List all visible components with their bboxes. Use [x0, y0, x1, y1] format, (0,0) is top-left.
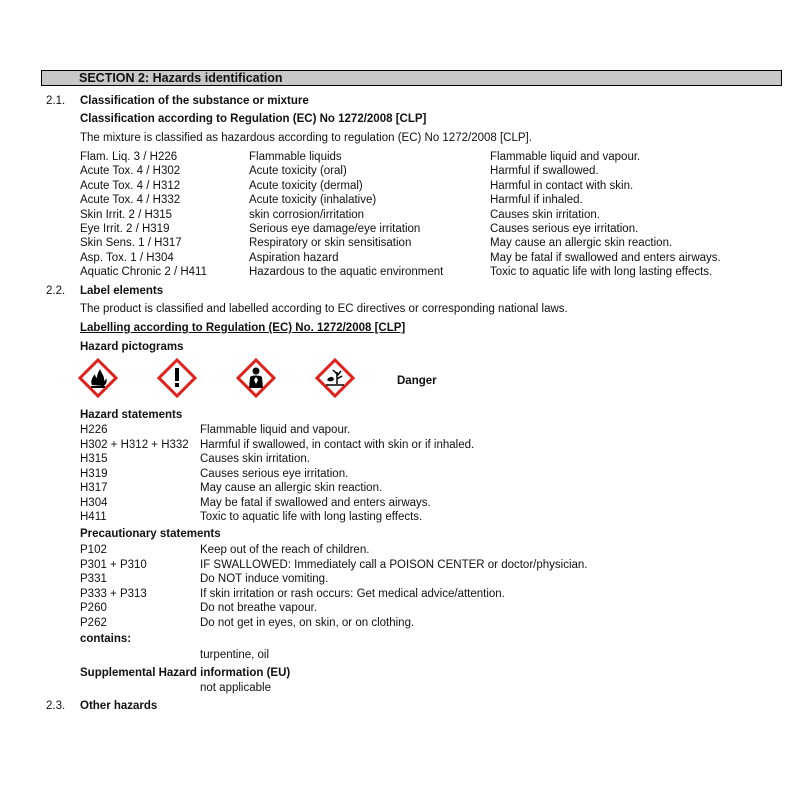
statement-text: May be fatal if swallowed and enters airways. [200, 496, 431, 509]
classification-statement: Causes serious eye irritation. [490, 223, 639, 235]
section-2-1-title: Classification of the substance or mixture [80, 95, 309, 107]
statement-text: Flammable liquid and vapour. [200, 424, 351, 436]
health-hazard-icon [236, 358, 276, 398]
statement-code: H319 [80, 467, 108, 480]
statement-code: P333 + P313 [80, 587, 147, 600]
statement-text: Do NOT induce vomiting. [200, 573, 329, 585]
statement-text: Keep out of the reach of children. [200, 544, 370, 556]
statement-text: IF SWALLOWED: Immediately call a POISON CENTER or doctor/physician. [200, 558, 588, 571]
exclamation-icon [157, 358, 197, 398]
environment-icon [315, 358, 355, 398]
statement-text: If skin irritation or rash occurs: Get medical advice/attention. [200, 587, 505, 600]
classification-code: Skin Sens. 1 / H317 [80, 237, 182, 250]
classification-category: Acute toxicity (oral) [249, 165, 347, 178]
section-2-2-title: Label elements [80, 285, 164, 297]
classification-category: Flammable liquids [249, 151, 342, 163]
supplemental-title: Supplemental Hazard information (EU) [80, 667, 291, 679]
statement-text: Causes skin irritation. [200, 453, 310, 465]
statement-code: H317 [80, 482, 108, 494]
statement-code: H411 [80, 511, 107, 523]
classification-code: Aquatic Chronic 2 / H411 [80, 266, 207, 279]
classification-code: Eye Irrit. 2 / H319 [80, 223, 170, 235]
labelling-title: Labelling according to Regulation (EC) No. 1272/2008 [CLP] [80, 322, 406, 334]
classification-code: Acute Tox. 4 / H312 [80, 179, 181, 192]
statement-code: P102 [80, 544, 107, 556]
section-header-bar [41, 70, 782, 86]
statement-code: P260 [80, 602, 107, 614]
section-2-3-title: Other hazards [80, 700, 158, 712]
classification-category: skin corrosion/irritation [249, 208, 365, 221]
statement-text: Do not breathe vapour. [200, 602, 317, 614]
classification-statement: Harmful in contact with skin. [490, 179, 634, 192]
statement-text: Toxic to aquatic life with long lasting effects. [200, 511, 423, 523]
classification-statement: Harmful if inhaled. [490, 194, 583, 207]
statement-code: H302 + H312 + H332 [80, 438, 189, 451]
classification-statement: Causes skin irritation. [490, 208, 600, 221]
statement-text: May cause an allergic skin reaction. [200, 482, 383, 494]
classification-category: Hazardous to the aquatic environment [249, 266, 444, 279]
classification-statement: Flammable liquid and vapour. [490, 151, 641, 163]
classification-code: Flam. Liq. 3 / H226 [80, 151, 178, 163]
statement-text: Do not get in eyes, on skin, or on clothing. [200, 616, 415, 629]
hazard-statements-title: Hazard statements [80, 409, 183, 421]
classification-category: Acute toxicity (dermal) [249, 179, 363, 192]
classification-statement: Toxic to aquatic life with long lasting effects. [490, 266, 713, 279]
classification-category: Respiratory or skin sensitisation [249, 237, 412, 250]
flame-icon [78, 358, 118, 398]
classification-intro: The mixture is classified as hazardous according to regulation (EC) No 1272/2008 [CLP]. [80, 132, 532, 144]
statement-text: Causes serious eye irritation. [200, 467, 349, 480]
classification-code: Acute Tox. 4 / H302 [80, 165, 181, 178]
statement-code: P262 [80, 616, 107, 629]
classification-subtitle: Classification according to Regulation (EC) No 1272/2008 [CLP] [80, 113, 427, 125]
classification-category: Acute toxicity (inhalative) [249, 194, 377, 207]
classification-category: Aspiration hazard [249, 251, 339, 264]
statement-code: H226 [80, 424, 108, 436]
classification-code: Skin Irrit. 2 / H315 [80, 208, 173, 221]
classification-code: Asp. Tox. 1 / H304 [80, 251, 174, 264]
section-2-1-number: 2.1. [46, 95, 66, 107]
classification-statement: May be fatal if swallowed and enters airways. [490, 251, 721, 264]
statement-code: P301 + P310 [80, 558, 147, 571]
label-intro: The product is classified and labelled according to EC directives or corresponding national laws. [80, 303, 568, 315]
signal-word: Danger [397, 375, 437, 387]
statement-code: P331 [80, 573, 107, 585]
classification-statement: Harmful if swallowed. [490, 165, 599, 178]
pictograms-title: Hazard pictograms [80, 341, 184, 353]
statement-code: H315 [80, 453, 108, 465]
contains-value: turpentine, oil [200, 649, 270, 661]
precautionary-statements-title: Precautionary statements [80, 528, 221, 540]
classification-category: Serious eye damage/eye irritation [249, 223, 421, 235]
classification-code: Acute Tox. 4 / H332 [80, 194, 181, 207]
section-2-3-number: 2.3. [46, 700, 66, 712]
section-title: SECTION 2: Hazards identification [79, 71, 283, 85]
supplemental-value: not applicable [200, 682, 271, 694]
statement-text: Harmful if swallowed, in contact with skin or if inhaled. [200, 438, 475, 451]
contains-title: contains: [80, 633, 132, 645]
statement-code: H304 [80, 496, 108, 509]
section-2-2-number: 2.2. [46, 285, 66, 297]
classification-statement: May cause an allergic skin reaction. [490, 237, 673, 250]
